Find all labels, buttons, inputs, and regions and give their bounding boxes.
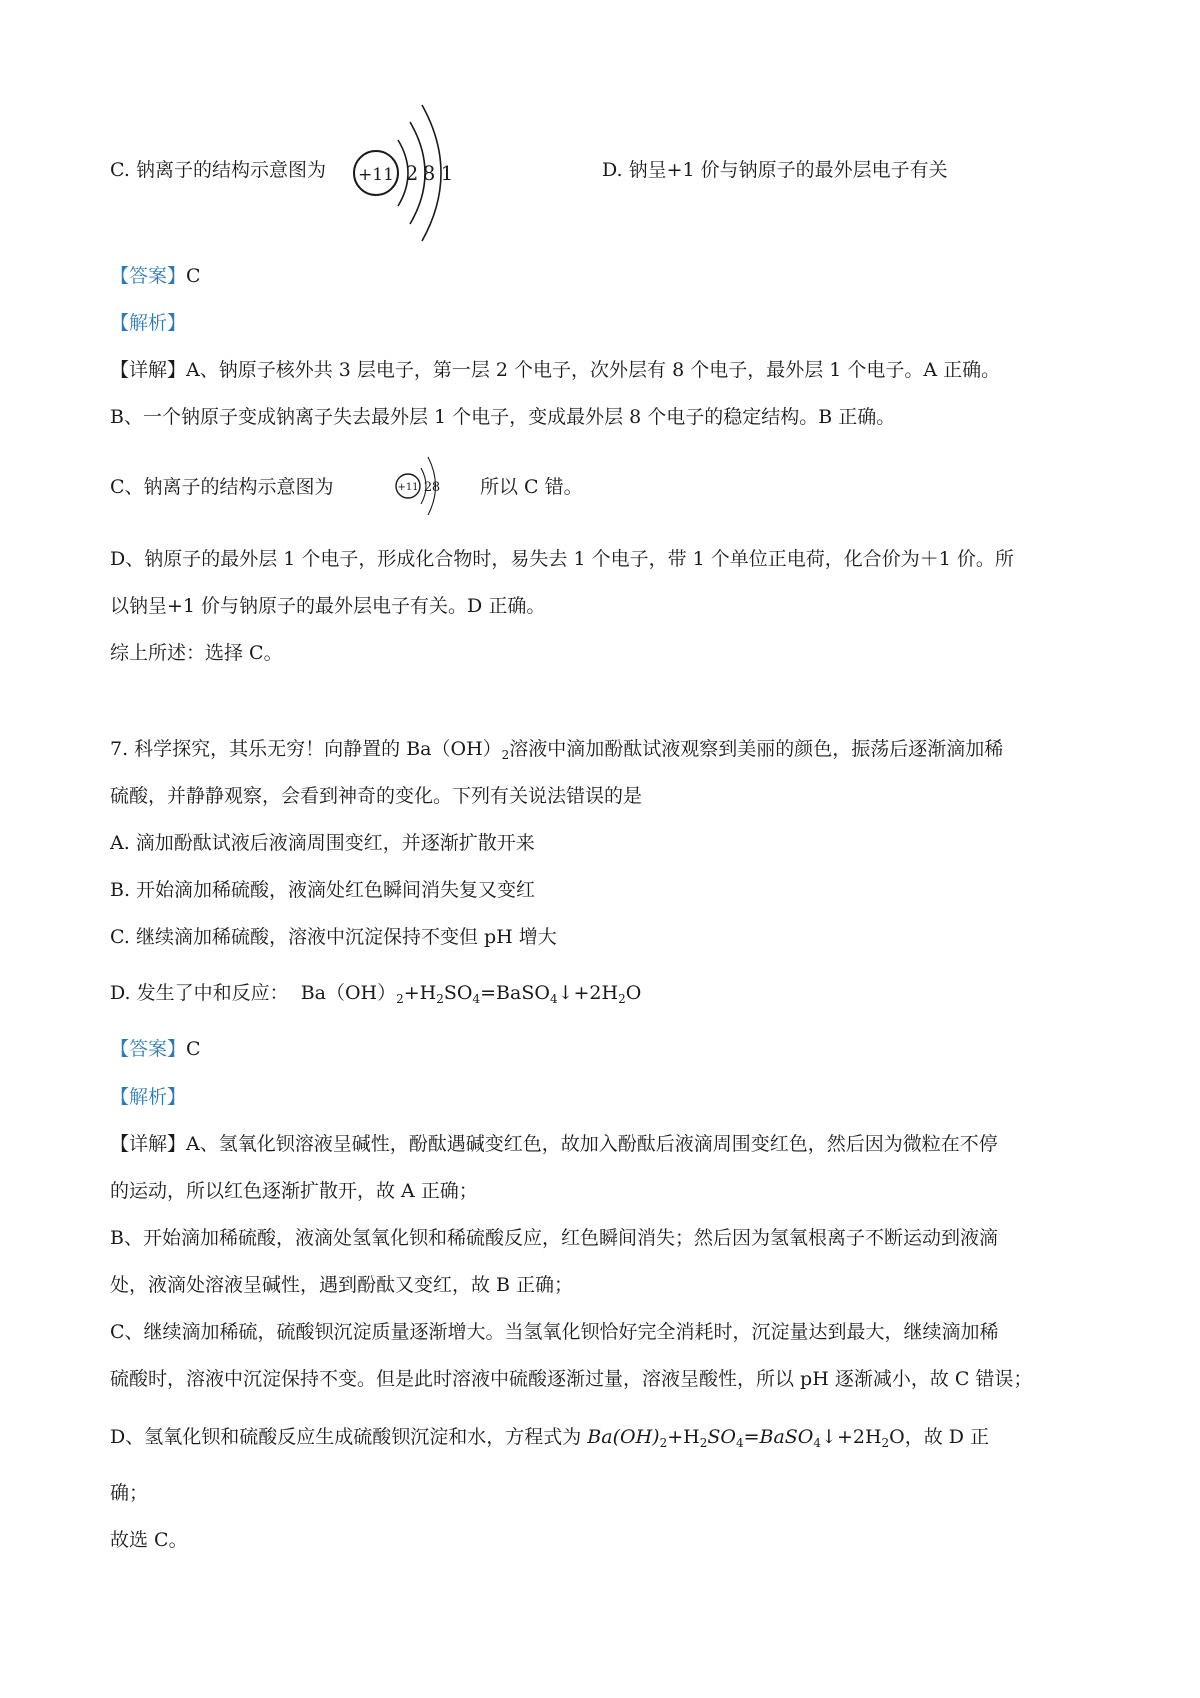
q7-analysis-tag: 【解析】 [110, 1086, 187, 1108]
shell-1-count: 2 [405, 161, 419, 185]
q7-stem-line1: 7. 科学探究，其乐无穷！向静置的 $Ba(OH)_2$溶液中滴加酚酞试液观察到美丽的颜色，振荡后逐渐滴加稀 [110, 738, 1004, 762]
q6-detail-line5: 以钠呈+1 价与钠原子的最外层电子有关。D 正确。 [110, 595, 546, 617]
answer-tag: 【答案】 [110, 1038, 187, 1060]
answer-value: C [186, 1038, 201, 1060]
q7-answer [110, 1037, 201, 1061]
nucleus-label: +11 [358, 165, 394, 185]
q6-option-d: D. 钠呈+1 价与钠原子的最外层电子有关 [602, 159, 948, 181]
q7-stem-line2: 硫酸，并静静观察，会看到神奇的变化。下列有关说法错误的是 [110, 785, 643, 807]
q7-detail-c1: C、继续滴加稀硫，硫酸钡沉淀质量逐渐增大。当氢氧化钡恰好完全消耗时，沉淀量达到最大，继续滴加稀 [110, 1321, 999, 1343]
q6-summary: 综上所述：选择 C。 [110, 642, 283, 664]
nucleus-label: +11 [397, 482, 419, 493]
sodium-ion-diagram-correct [393, 451, 453, 521]
q6-detail-line1: 【详解】A、钠原子核外共 3 层电子，第一层 2 个电子，次外层有 8 个电子，最外层 1 个电子。A 正确。 [110, 359, 1001, 381]
answer-tag: 【答案】 [110, 265, 187, 287]
shell-2-count: 8 [431, 480, 441, 495]
shell-1-count: 2 [423, 480, 433, 495]
q6-detail-line2: B、一个钠原子变成钠离子失去最外层 1 个电子，变成最外层 8 个电子的稳定结构。B 正确。 [110, 406, 896, 428]
q7-option-a: A. 滴加酚酞试液后液滴周围变红，并逐渐扩散开来 [110, 832, 535, 854]
q6-option-c-text: C. 钠离子的结构示意图为 [110, 159, 326, 181]
q6-option-c [110, 158, 326, 182]
q7-option-d: D. 发生了中和反应： $Ba(OH)_2+H_2SO_4=BaSO_4↓+2H_2O$ [110, 982, 642, 1006]
q6-detail-line3: C、钠离子的结构示意图为 [110, 476, 334, 498]
q7-detail-a2: 的运动，所以红色逐渐扩散开，故 A 正确； [110, 1180, 478, 1202]
q6-detail-line4: D、钠原子的最外层 1 个电子，形成化合物时，易失去 1 个电子，带 1 个单位正电荷，化合价为＋1 价。所 [110, 548, 1014, 570]
option-d-equation: $Ba(OH)_2+H_2SO_4=BaSO_4↓+2H_2O$ [300, 982, 642, 1006]
q6-detail-line3-post: 所以 C 错。 [480, 476, 583, 498]
q6-answer [110, 264, 201, 288]
shell-3-count: 1 [440, 161, 454, 185]
q7-detail-d1: D、氢氧化钡和硫酸反应生成硫酸钡沉淀和水，方程式为 $Ba(OH)_2+H_2SO_4=BaSO_4↓+2H_2O$，故 D 正 [110, 1426, 990, 1450]
q7-detail-b2: 处，液滴处溶液呈碱性，遇到酚酞又变红，故 B 正确； [110, 1274, 574, 1296]
q7-detail-b1: B、开始滴加稀硫酸，液滴处氢氧化钡和稀硫酸反应，红色瞬间消失；然后因为氢氧根离子不断运动到液滴 [110, 1227, 998, 1249]
answer-value: C [186, 265, 201, 287]
q6-analysis-tag: 【解析】 [110, 312, 187, 334]
q7-option-c: C. 继续滴加稀硫酸，溶液中沉淀保持不变但 pH 增大 [110, 926, 557, 948]
q7-detail-c2: 硫酸时，溶液中沉淀保持不变。但是此时溶液中硫酸逐渐过量，溶液呈酸性，所以 pH 逐渐减小，故 C 错误； [110, 1368, 1033, 1390]
q7-conclusion: 故选 C。 [110, 1529, 188, 1551]
q7-option-b: B. 开始滴加稀硫酸，液滴处红色瞬间消失复又变红 [110, 879, 536, 901]
q7-detail-a1: 【详解】A、氢氧化钡溶液呈碱性，酚酞遇碱变红色，故加入酚酞后液滴周围变红色，然后因为微粒在不停 [110, 1133, 998, 1155]
detail-d-equation: $Ba(OH)_2+H_2SO_4=BaSO_4↓+2H_2O$ [587, 1426, 905, 1450]
shell-2-count: 8 [422, 161, 436, 185]
q7-detail-d2: 确； [110, 1482, 149, 1504]
sodium-ion-diagram-option-c [348, 100, 458, 245]
